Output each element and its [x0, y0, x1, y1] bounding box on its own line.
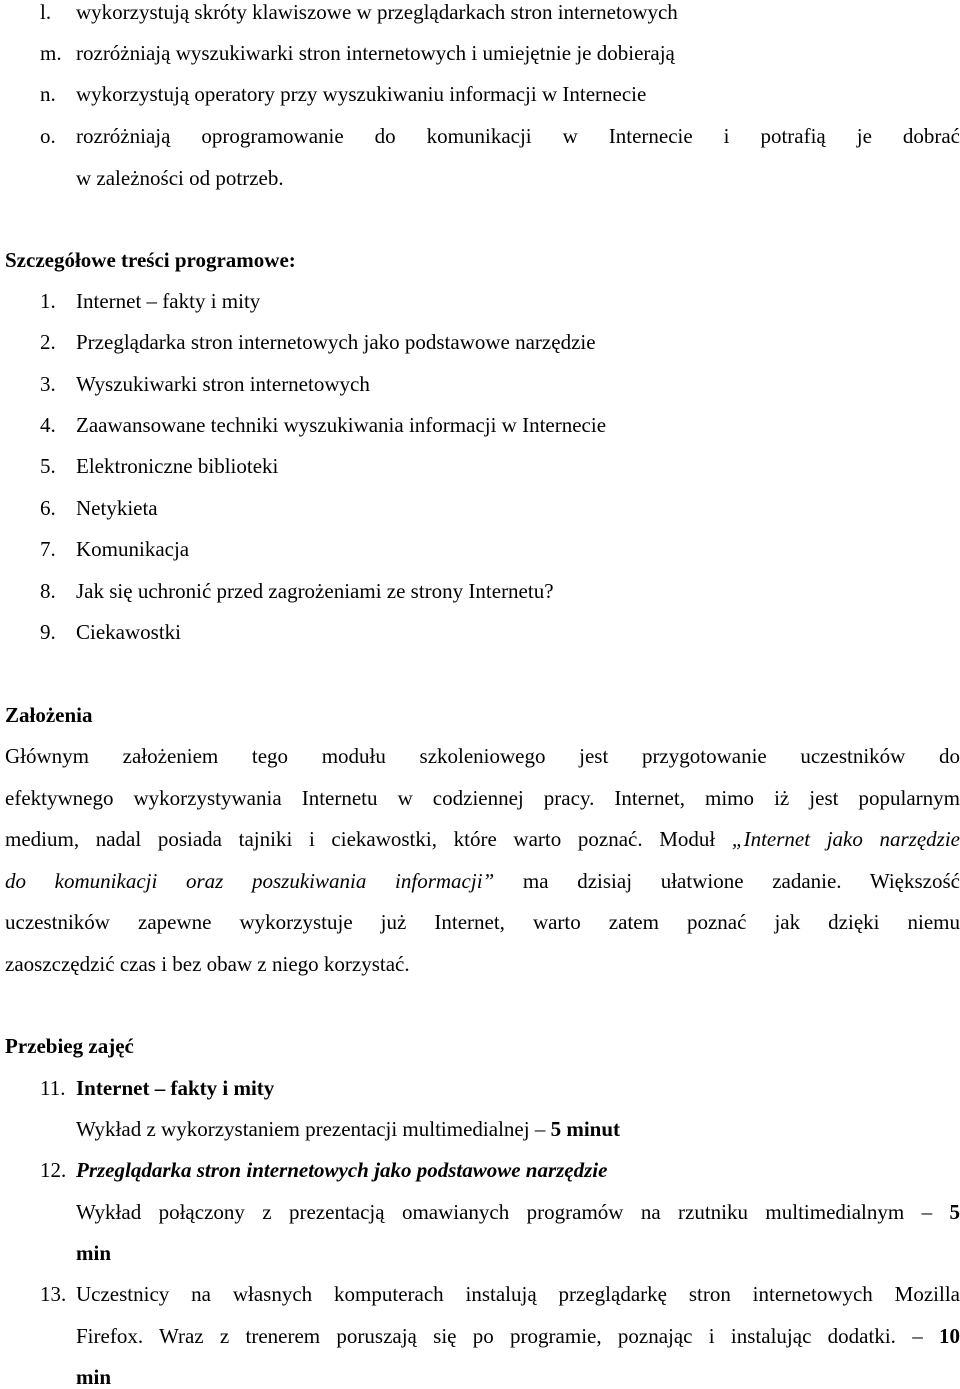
paragraph-line: zaoszczędzić czas i bez obaw z niego korzystać. [5, 954, 410, 975]
list-item-text: wykorzystują skróty klawiszowe w przeglądarkach stron internetowych [76, 2, 678, 23]
section-heading: Przebieg zajęć [5, 1036, 134, 1057]
duration-unit: min [76, 1243, 111, 1264]
desc-text: Firefox. Wraz z trenerem poruszają się po programie, poznając i instalując dodatki. – [76, 1324, 939, 1348]
section-heading: Szczegółowe treści programowe: [5, 250, 296, 271]
item-number: 7. [40, 539, 56, 560]
course-item-desc [76, 1202, 960, 1223]
course-item-title: Przeglądarka stron internetowych jako podstawowe narzędzie [76, 1160, 607, 1181]
item-number: 8. [40, 581, 56, 602]
list-item-text: rozróżniają wyszukiwarki stron internetowych i umiejętnie je dobierają [76, 43, 675, 64]
item-text: Przeglądarka stron internetowych jako podstawowe narzędzie [76, 332, 596, 353]
desc-text: Wykład połączony z prezentacją omawianych programów na rzutniku multimedialnym – [76, 1200, 950, 1224]
item-number: 9. [40, 622, 56, 643]
module-title-italic: „Internet jako narzędzie [732, 827, 960, 851]
desc-text: Wykład z wykorzystaniem prezentacji multimedialnej – [76, 1117, 551, 1141]
course-item-desc [76, 1326, 960, 1347]
paragraph-line [5, 829, 960, 850]
item-text: Komunikacja [76, 539, 189, 560]
item-number: 2. [40, 332, 56, 353]
paragraph-text: ma dzisiaj ułatwione zadanie. Większość [494, 869, 960, 893]
paragraph-text: medium, nadal posiada tajniki i ciekawostki, które warto poznać. Moduł [5, 827, 732, 851]
paragraph-line: Głównym założeniem tego modułu szkoleniowego jest przygotowanie uczestników do [5, 746, 960, 767]
item-text: Jak się uchronić przed zagrożeniami ze strony Internetu? [76, 581, 554, 602]
list-marker: o. [40, 126, 56, 147]
item-text: Ciekawostki [76, 622, 181, 643]
item-number: 4. [40, 415, 56, 436]
duration: 10 [939, 1324, 960, 1348]
module-title-italic: do komunikacji oraz poszukiwania informacji” [5, 869, 494, 893]
item-text: Netykieta [76, 498, 158, 519]
paragraph-line: efektywnego wykorzystywania Internetu w codziennej pracy. Internet, mimo iż jest popularnym [5, 788, 960, 809]
list-marker: l. [40, 2, 51, 23]
item-text: Internet – fakty i mity [76, 291, 260, 312]
list-marker: m. [40, 43, 62, 64]
list-marker: n. [40, 84, 56, 105]
list-item-text: rozróżniają oprogramowanie do komunikacji w Internecie i potrafią je dobrać [76, 126, 960, 147]
item-number: 12. [40, 1160, 66, 1181]
duration: 5 minut [551, 1117, 620, 1141]
duration: 5 [950, 1200, 960, 1224]
item-number: 11. [40, 1078, 65, 1099]
item-text: Wyszukiwarki stron internetowych [76, 374, 370, 395]
item-number: 3. [40, 374, 56, 395]
item-text: Elektroniczne biblioteki [76, 456, 278, 477]
item-number: 5. [40, 456, 56, 477]
item-number: 6. [40, 498, 56, 519]
course-item-title: Internet – fakty i mity [76, 1078, 274, 1099]
section-heading: Założenia [5, 705, 93, 726]
list-item-text: wykorzystują operatory przy wyszukiwaniu informacji w Internecie [76, 84, 646, 105]
paragraph-line: uczestników zapewne wykorzystuje już Internet, warto zatem poznać jak dzięki niemu [5, 912, 960, 933]
list-item-text: w zależności od potrzeb. [76, 168, 284, 189]
item-text: Zaawansowane techniki wyszukiwania informacji w Internecie [76, 415, 606, 436]
paragraph-line [5, 871, 960, 892]
item-number: 1. [40, 291, 56, 312]
course-item-text: Uczestnicy na własnych komputerach instalują przeglądarkę stron internetowych Mozilla [76, 1284, 960, 1305]
item-number: 13. [40, 1284, 66, 1305]
course-item-desc [76, 1119, 620, 1140]
duration-unit: min [76, 1367, 111, 1388]
